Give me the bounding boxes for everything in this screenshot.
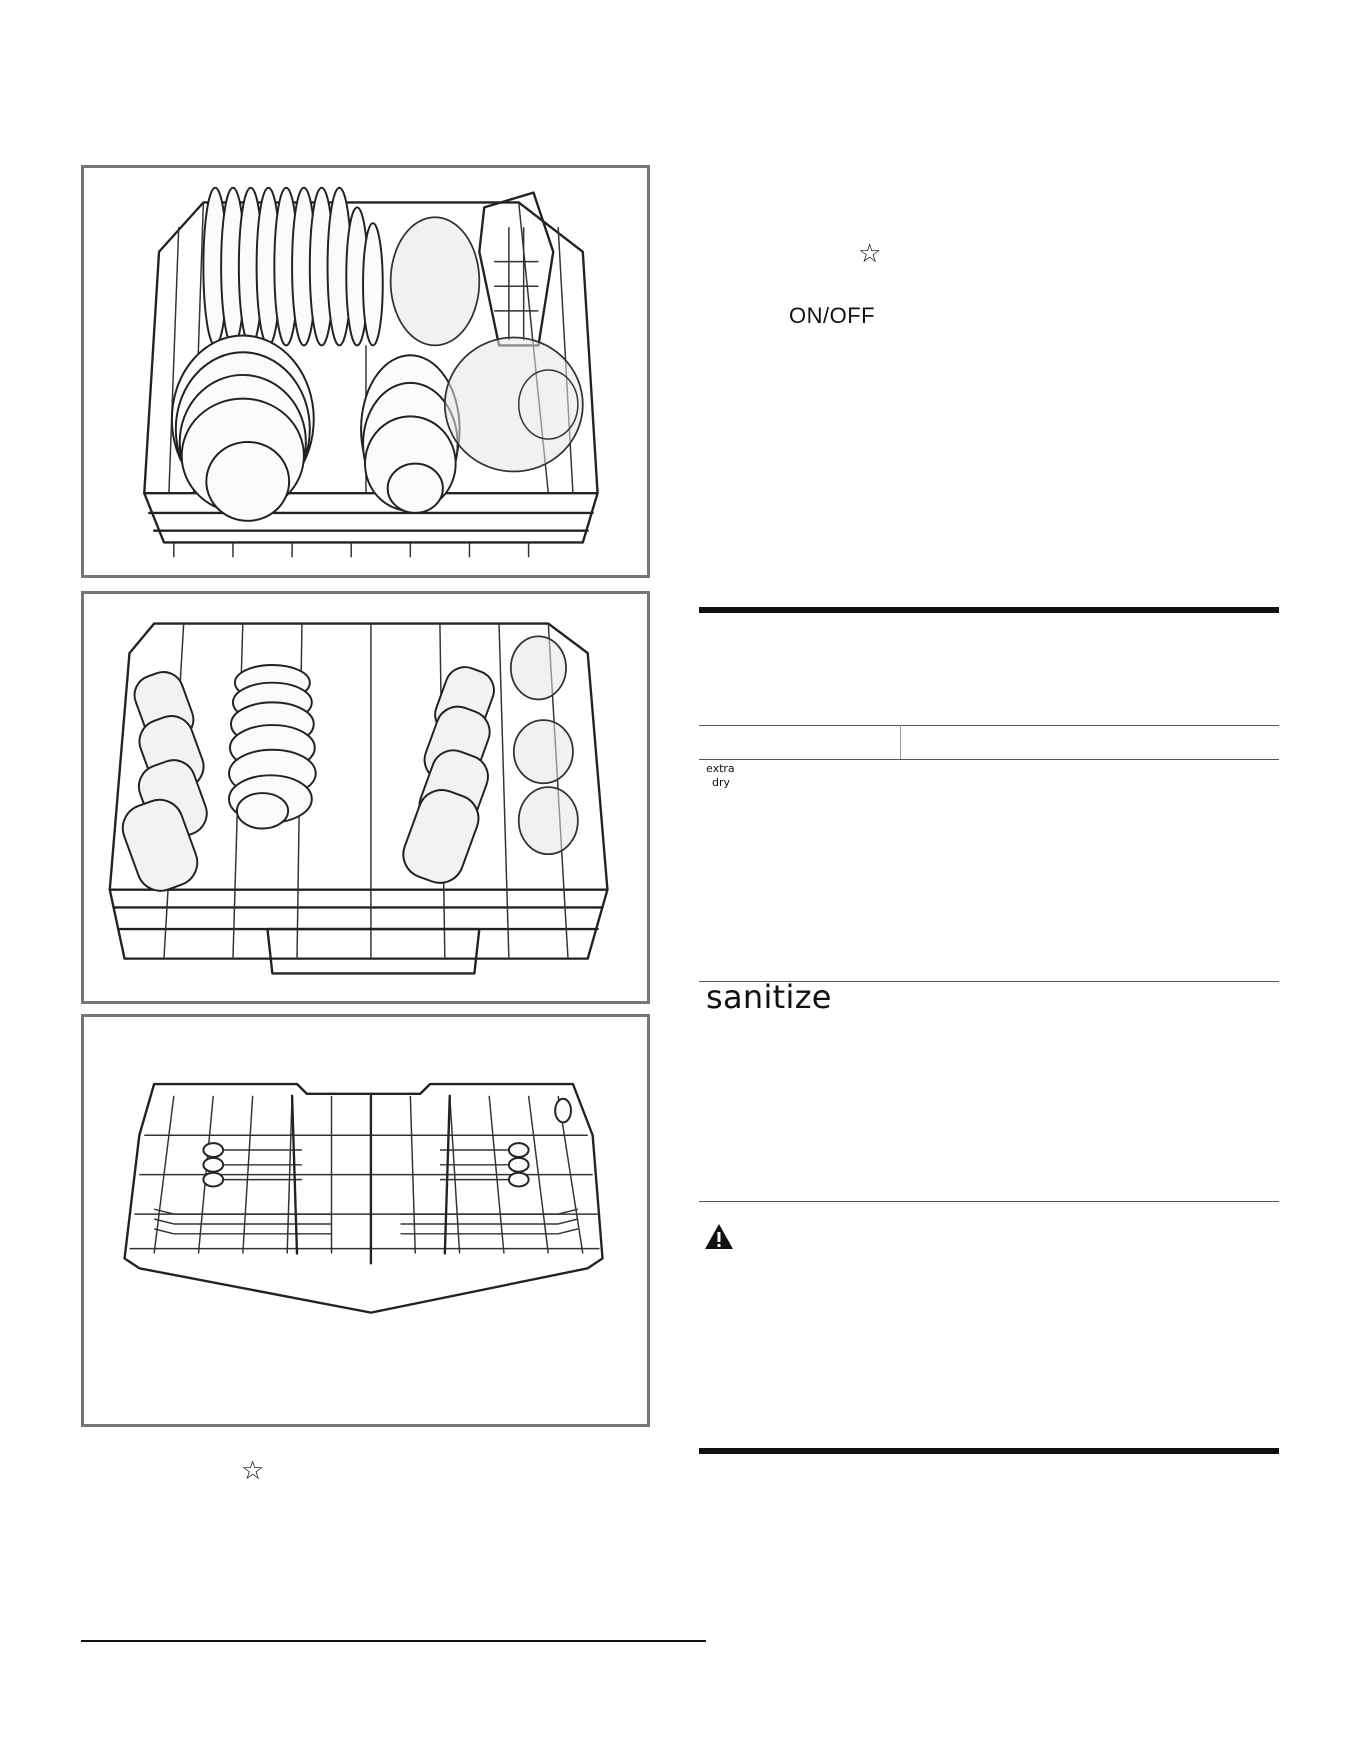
table-column-divider [900,725,901,759]
star-icon: ☆ [241,1455,265,1485]
table-row-rule [699,759,1279,760]
table-row-rule [699,1201,1279,1202]
star-icon: ☆ [858,238,882,268]
lower-rack-illustration [84,168,647,575]
figure-lower-rack [81,165,650,578]
warning-triangle-icon [704,1223,734,1255]
table-header-rule [699,725,1279,726]
footer-rule [81,1640,706,1642]
figure-upper-rack [81,591,650,1004]
figure-cutlery-tray [81,1014,650,1427]
upper-rack-illustration [84,594,647,1001]
onoff-label: ON/OFF [789,303,876,328]
table-top-rule [699,607,1279,613]
cutlery-tray-illustration [84,1017,647,1424]
extra-dry-label: extra dry [706,762,735,789]
sanitize-label: sanitize [706,978,832,1016]
table-bottom-rule [699,1448,1279,1454]
